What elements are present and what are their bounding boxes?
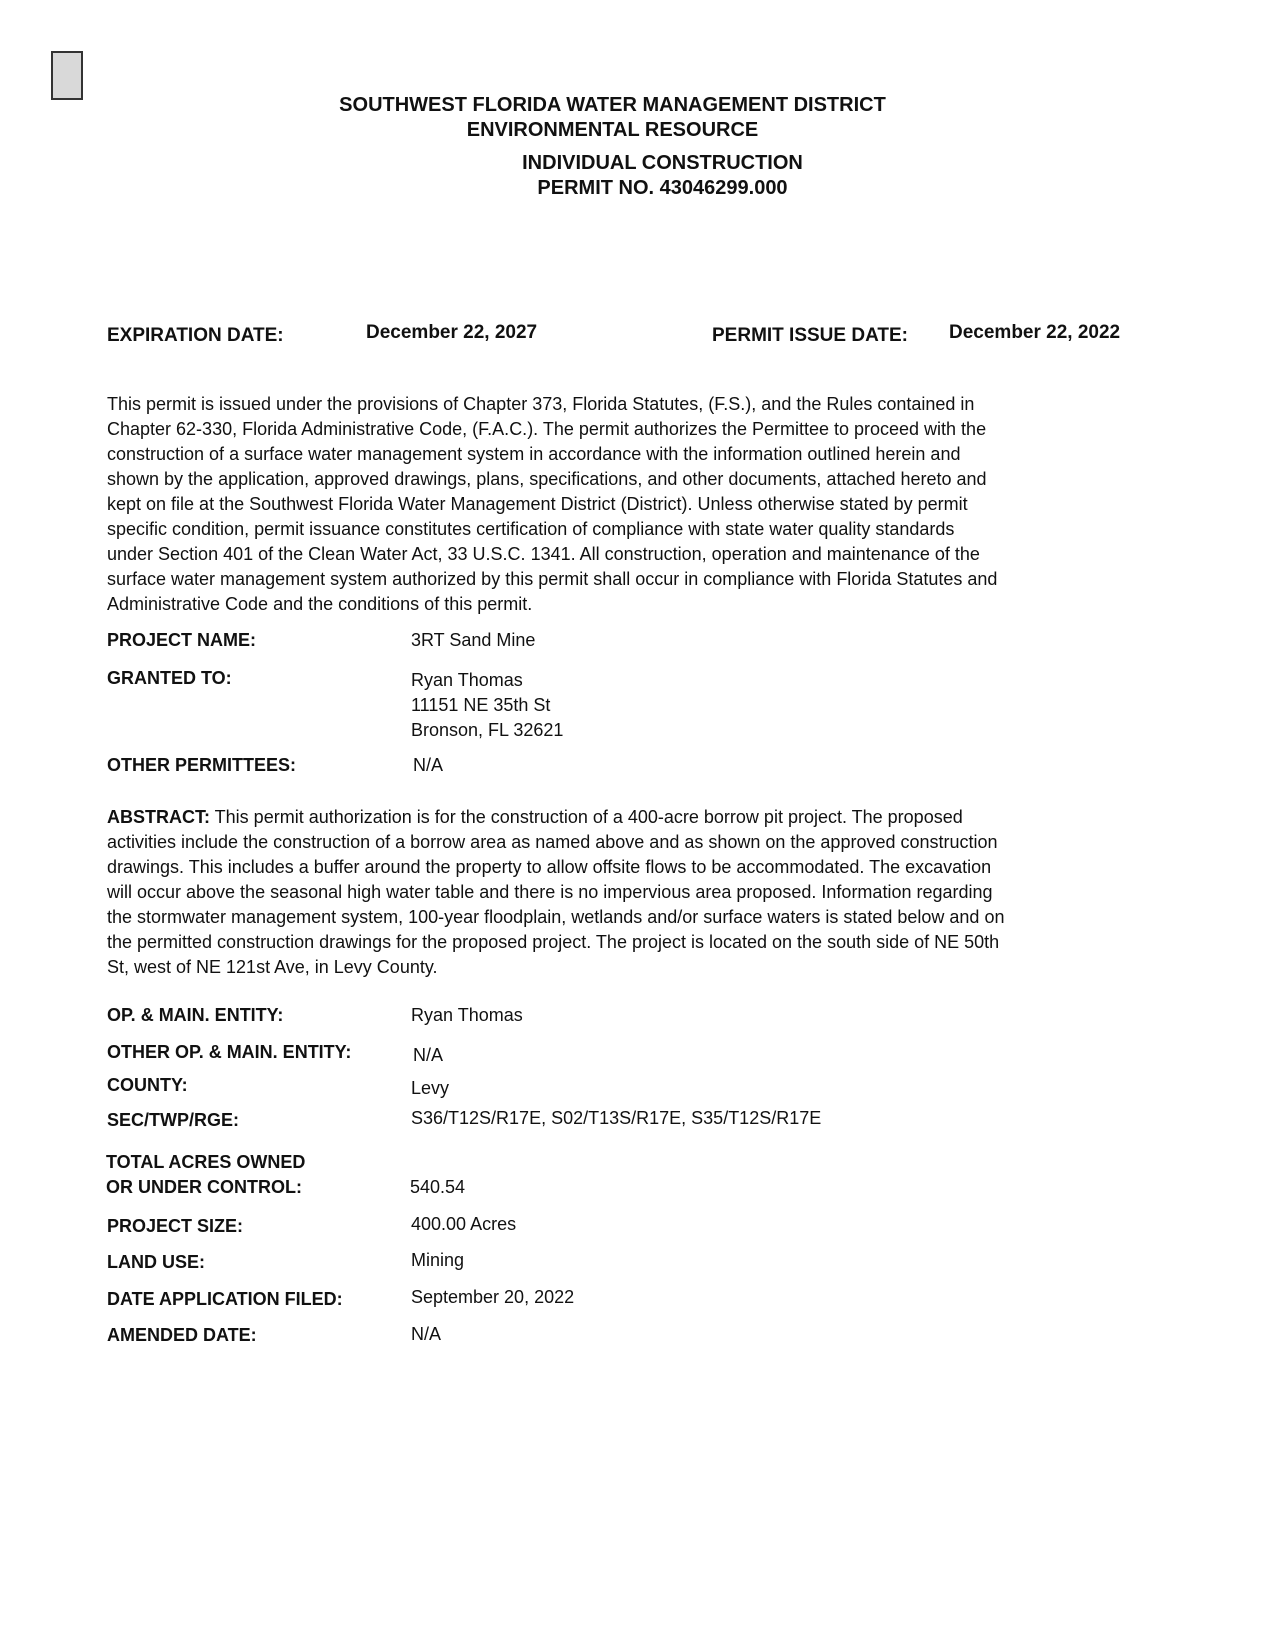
abstract-line: the permitted construction drawings for the proposed project. The project is located on the south side of NE 50th <box>107 932 1000 952</box>
sec-twp-rge-label: SEC/TWP/RGE: <box>107 1110 240 1130</box>
intro-line: shown by the application, approved drawings, plans, specifications, and other documents, attached hereto and <box>107 469 987 489</box>
intro-line: Chapter 62-330, Florida Administrative Code, (F.A.C.). The permit authorizes the Permittee to proceed with the <box>107 419 987 439</box>
op-main-entity-label: OP. & MAIN. ENTITY: <box>107 1005 284 1025</box>
granted-to-label: GRANTED TO: <box>107 668 232 688</box>
permit-type: INDIVIDUAL CONSTRUCTION <box>522 152 803 174</box>
project-name-value: 3RT Sand Mine <box>411 630 536 650</box>
abstract-label: ABSTRACT: <box>107 807 210 827</box>
district-name: SOUTHWEST FLORIDA WATER MANAGEMENT DISTRICT <box>339 94 886 116</box>
grantee-city: Bronson, FL 32621 <box>411 720 564 740</box>
date-filed-label: DATE APPLICATION FILED: <box>107 1289 343 1309</box>
land-use-label: LAND USE: <box>107 1252 205 1272</box>
project-size-label: PROJECT SIZE: <box>107 1216 244 1236</box>
grantee-street: 11151 NE 35th St <box>411 695 551 715</box>
document-header <box>0 93 1275 201</box>
permit-number: PERMIT NO. 43046299.000 <box>537 177 788 199</box>
other-permittees-value: N/A <box>413 755 444 775</box>
other-op-main-entity-value: N/A <box>413 1045 444 1065</box>
intro-line: under Section 401 of the Clean Water Act, 33 U.S.C. 1341. All construction, operation and maintenance of the <box>107 544 980 564</box>
total-acres-label-line1: TOTAL ACRES OWNED <box>106 1152 306 1172</box>
intro-line: This permit is issued under the provisions of Chapter 373, Florida Statutes, (F.S.), and the Rules contained in <box>107 394 975 414</box>
resource-type: ENVIRONMENTAL RESOURCE <box>466 119 759 141</box>
project-name-label: PROJECT NAME: <box>107 630 257 650</box>
intro-line: Administrative Code and the conditions of this permit. <box>107 594 533 614</box>
project-size-value: 400.00 Acres <box>411 1214 517 1234</box>
amended-date-value: N/A <box>411 1324 442 1344</box>
land-use-value: Mining <box>411 1250 465 1270</box>
total-acres-label <box>106 1150 305 1200</box>
total-acres-value: 540.54 <box>410 1177 466 1197</box>
intro-line: specific condition, permit issuance constitutes certification of compliance with state water quality standards <box>107 519 955 539</box>
total-acres-label-line2: OR UNDER CONTROL: <box>106 1177 302 1197</box>
grantee-name: Ryan Thomas <box>411 670 523 690</box>
intro-paragraph <box>107 392 1107 617</box>
county-label: COUNTY: <box>107 1075 188 1095</box>
abstract-line: St, west of NE 121st Ave, in Levy County. <box>107 957 438 977</box>
abstract-first-line <box>107 805 1107 830</box>
abstract-line: the stormwater management system, 100-year floodplain, wetlands and/or surface waters is stated below and on <box>107 907 1005 927</box>
intro-line: kept on file at the Southwest Florida Water Management District (District). Unless otherwise stated by permit <box>107 494 968 514</box>
abstract-line: activities include the construction of a borrow area as named above and as shown on the approved construction <box>107 832 998 852</box>
issue-date-label: PERMIT ISSUE DATE: <box>712 325 908 346</box>
amended-date-label: AMENDED DATE: <box>107 1325 257 1345</box>
granted-to-address <box>411 668 563 743</box>
abstract-paragraph <box>107 805 1107 980</box>
other-permittees-label: OTHER PERMITTEES: <box>107 755 297 775</box>
abstract-line: drawings. This includes a buffer around the property to allow offsite flows to be accommodated. The excavation <box>107 857 992 877</box>
intro-line: surface water management system authorized by this permit shall occur in compliance with Florida Statutes and <box>107 569 998 589</box>
issue-date-value: December 22, 2022 <box>949 322 1121 343</box>
date-filed-value: September 20, 2022 <box>411 1287 575 1307</box>
expiration-date-label: EXPIRATION DATE: <box>107 325 284 346</box>
expiration-date-value: December 22, 2027 <box>366 322 538 343</box>
abstract-line: will occur above the seasonal high water table and there is no impervious area proposed. Information regarding <box>107 882 993 902</box>
county-value: Levy <box>411 1078 450 1098</box>
abstract-line: This permit authorization is for the construction of a 400-acre borrow pit project. The proposed <box>210 807 963 827</box>
sec-twp-rge-value: S36/T12S/R17E, S02/T13S/R17E, S35/T12S/R17E <box>411 1108 822 1128</box>
intro-line: construction of a surface water management system in accordance with the information outlined herein and <box>107 444 961 464</box>
other-op-main-entity-label: OTHER OP. & MAIN. ENTITY: <box>107 1042 352 1062</box>
op-main-entity-value: Ryan Thomas <box>411 1005 523 1025</box>
